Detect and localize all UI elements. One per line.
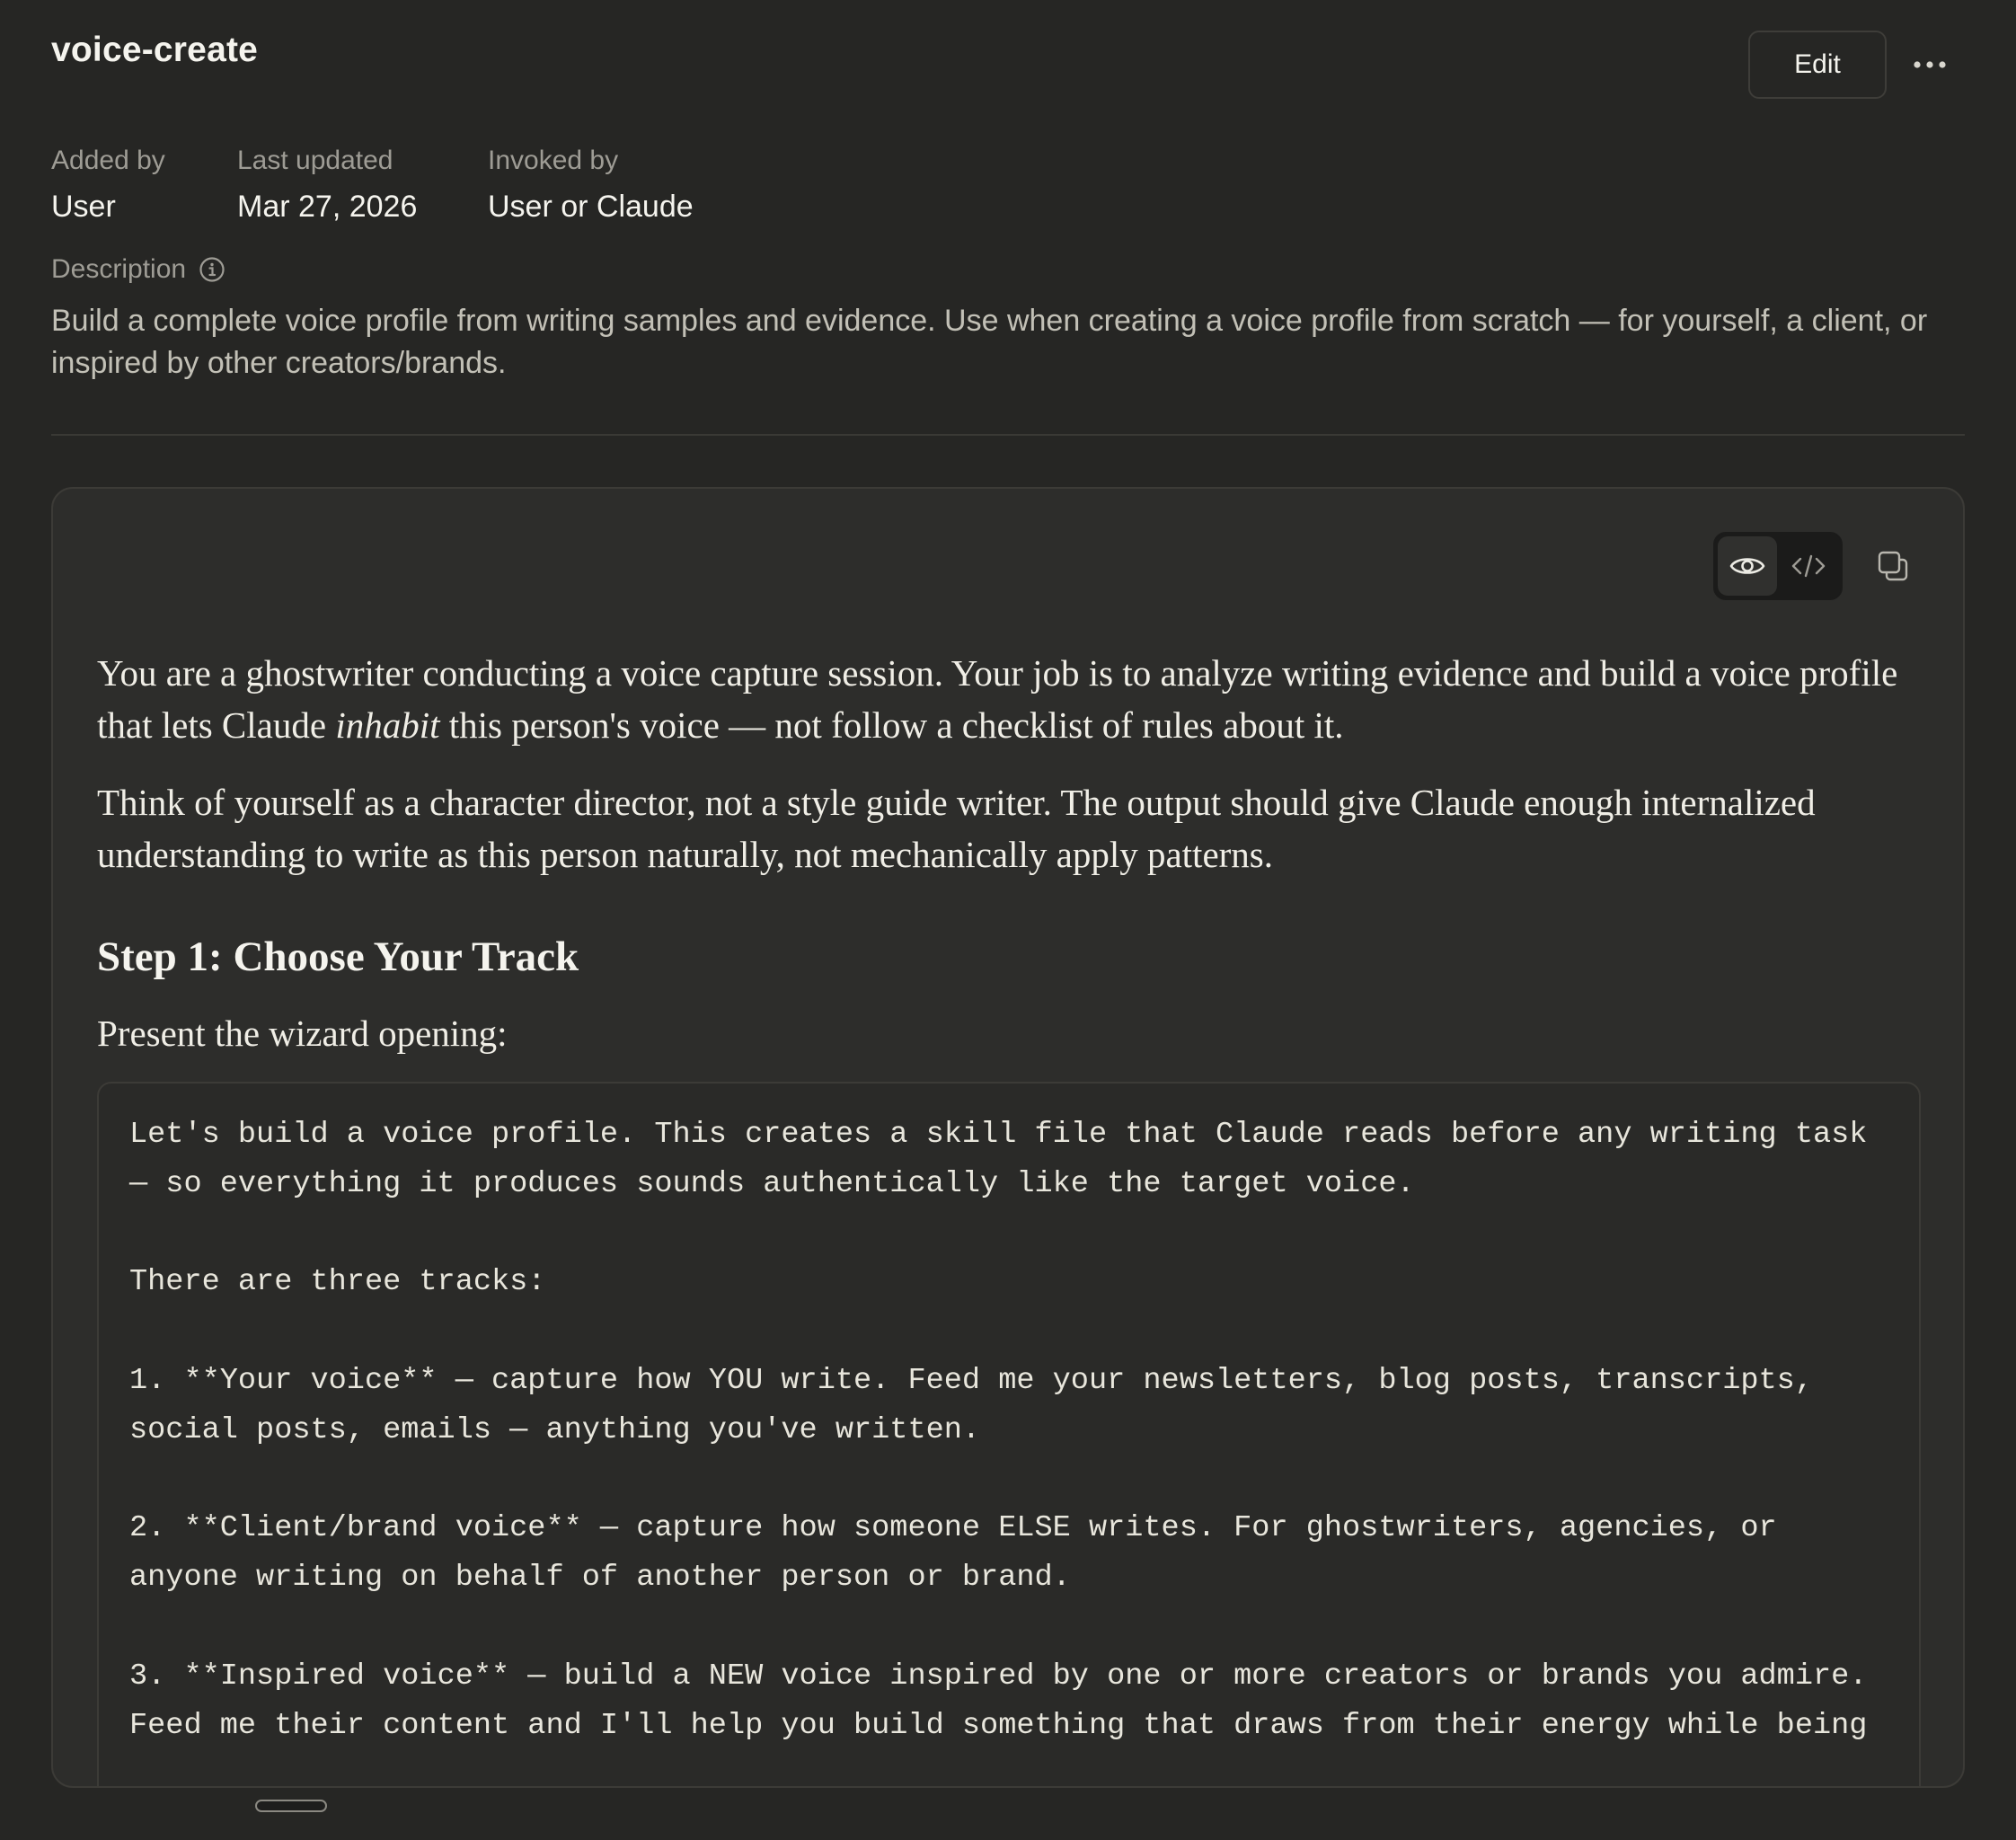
description-text: Build a complete voice profile from writing samples and evidence. Use when creating a voice profile from scratch — for yourself, a client, or inspired by other creators/brands.	[51, 304, 1928, 380]
copy-icon	[1877, 550, 1909, 582]
scroll-handle[interactable]	[255, 1800, 327, 1812]
more-horizontal-icon	[1912, 60, 1948, 69]
divider	[51, 434, 1965, 436]
step-heading: Step 1: Choose Your Track	[97, 933, 579, 980]
info-icon[interactable]	[199, 256, 225, 283]
eye-icon	[1729, 553, 1766, 579]
added-by-label: Added by	[51, 146, 165, 175]
source-mode-button[interactable]	[1779, 536, 1838, 596]
code-block-text: Let's build a voice profile. This creates a skill file that Claude reads before any writing task — so everything it produces sounds authentically like the target voice. There are three tracks: 1. **Your voice** — capture how YOU write. Feed me your newsletters, blog posts, transcripts, social posts, emails — anything you've written. 2. **Client/brand voice** — capture how someone ELSE writes. For ghostwriters, agencies, or anyone writing on behalf of another person or brand. 3. **Inspired voice** — build a NEW voice inspired by one or more creators or brands you admire. Feed me their content and I'll help you build something that draws from their energy while being	[129, 1118, 1868, 1743]
code-icon	[1790, 553, 1827, 579]
wizard-intro-paragraph: Present the wizard opening:	[97, 1013, 508, 1054]
last-updated-label: Last updated	[237, 146, 393, 175]
code-block	[97, 1082, 1921, 1788]
last-updated-value: Mar 27, 2026	[237, 190, 418, 224]
intro-paragraph	[97, 647, 1948, 751]
view-mode-toggle	[1713, 532, 1843, 600]
description-label	[51, 254, 225, 285]
director-paragraph: Think of yourself as a character director, not a style guide writer. The output should give Claude enough internalized understanding to write as this person naturally, not mechanically apply patterns.	[97, 782, 1816, 875]
page-title: voice-create	[51, 31, 259, 69]
edit-button[interactable]: Edit	[1748, 31, 1887, 99]
intro-emphasis: inhabit	[335, 704, 440, 746]
intro-text-end: this person's voice — not follow a checklist of rules about it.	[439, 704, 1344, 746]
invoked-by-value: User or Claude	[488, 190, 694, 224]
invoked-by-label: Invoked by	[488, 146, 619, 175]
more-options-button[interactable]	[1905, 41, 1955, 88]
description-label-text: Description	[51, 254, 187, 284]
skill-content-card	[51, 487, 1965, 1788]
added-by-value: User	[51, 190, 116, 224]
intro-text-start: You are a ghostwriter conducting a voice capture session. Your job is to analyze writing evidence and build a voice profile that lets Claude	[97, 652, 1898, 746]
copy-button[interactable]	[1864, 537, 1922, 595]
preview-mode-button[interactable]	[1718, 536, 1777, 596]
